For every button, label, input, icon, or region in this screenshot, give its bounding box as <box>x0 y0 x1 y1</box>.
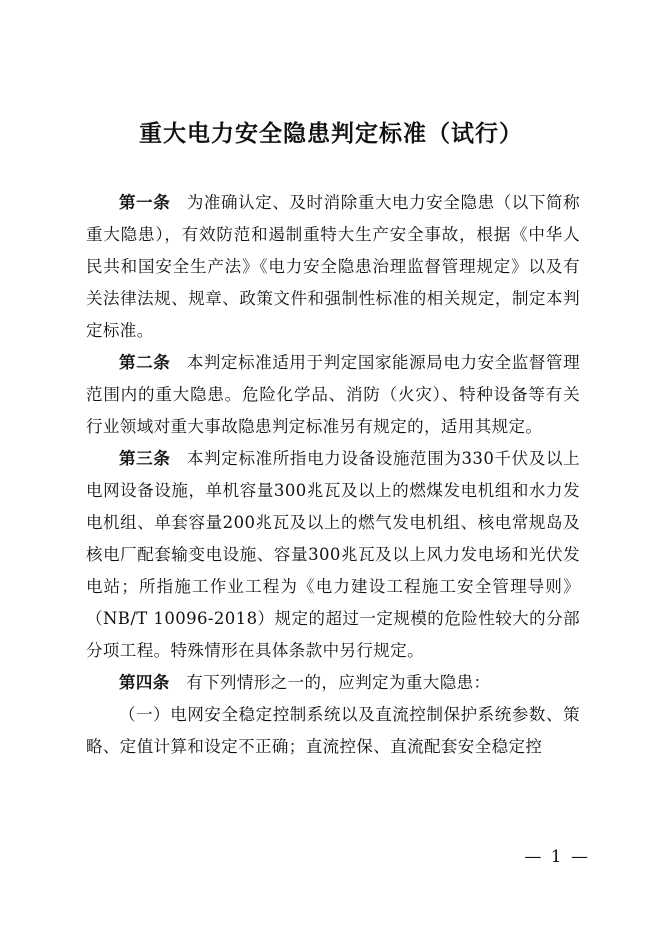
article-heading: 第三条 <box>119 449 171 468</box>
article-4-item-1 <box>86 699 580 763</box>
article-heading: 第二条 <box>119 353 171 372</box>
article-text: 本判定标准所指电力设备设施范围为330千伏及以上电网设备设施，单机容量300兆瓦及以上的燃煤发电机组和水力发电机组、单套容量200兆瓦及以上的燃气发电机组、核电常规岛及核电厂配套输变电设施、容量300兆瓦及以上风力发电场和光伏发电站；所指施工作业工程为《电力建设工程施工安全管理导则》（NB/T 10096-2018）规定的超过一定规模的危险性较大的分部分项工程。特殊情形在具体条款中另行规定。 <box>86 449 581 660</box>
article-4 <box>86 667 580 699</box>
document-title: 重大电力安全隐患判定标准（试行） <box>139 120 523 147</box>
article-1 <box>86 187 580 347</box>
article-text: 本判定标准适用于判定国家能源局电力安全监督管理范围内的重大隐患。危险化学品、消防（火灾）、特种设备等有关行业领域对重大事故隐患判定标准另有规定的，适用其规定。 <box>86 353 580 436</box>
article-heading: 第一条 <box>119 193 171 212</box>
article-heading: 第四条 <box>119 673 170 692</box>
article-3 <box>86 443 580 667</box>
item-text: （一）电网安全稳定控制系统以及直流控制保护系统参数、策略、定值计算和设定不正确；直流控保、直流配套安全稳定控 <box>86 705 580 756</box>
article-text: 有下列情形之一的，应判定为重大隐患： <box>186 673 491 692</box>
article-2 <box>86 347 580 443</box>
article-text: 为准确认定、及时消除重大电力安全隐患（以下简称重大隐患），有效防范和遏制重特大生产安全事故，根据《中华人民共和国安全生产法》《电力安全隐患治理监督管理规定》以及有关法律法规、规章、政策文件和强制性标准的相关规定，制定本判定标准。 <box>86 193 580 340</box>
page-number: — 1 — <box>524 847 590 867</box>
document-body <box>86 187 580 763</box>
